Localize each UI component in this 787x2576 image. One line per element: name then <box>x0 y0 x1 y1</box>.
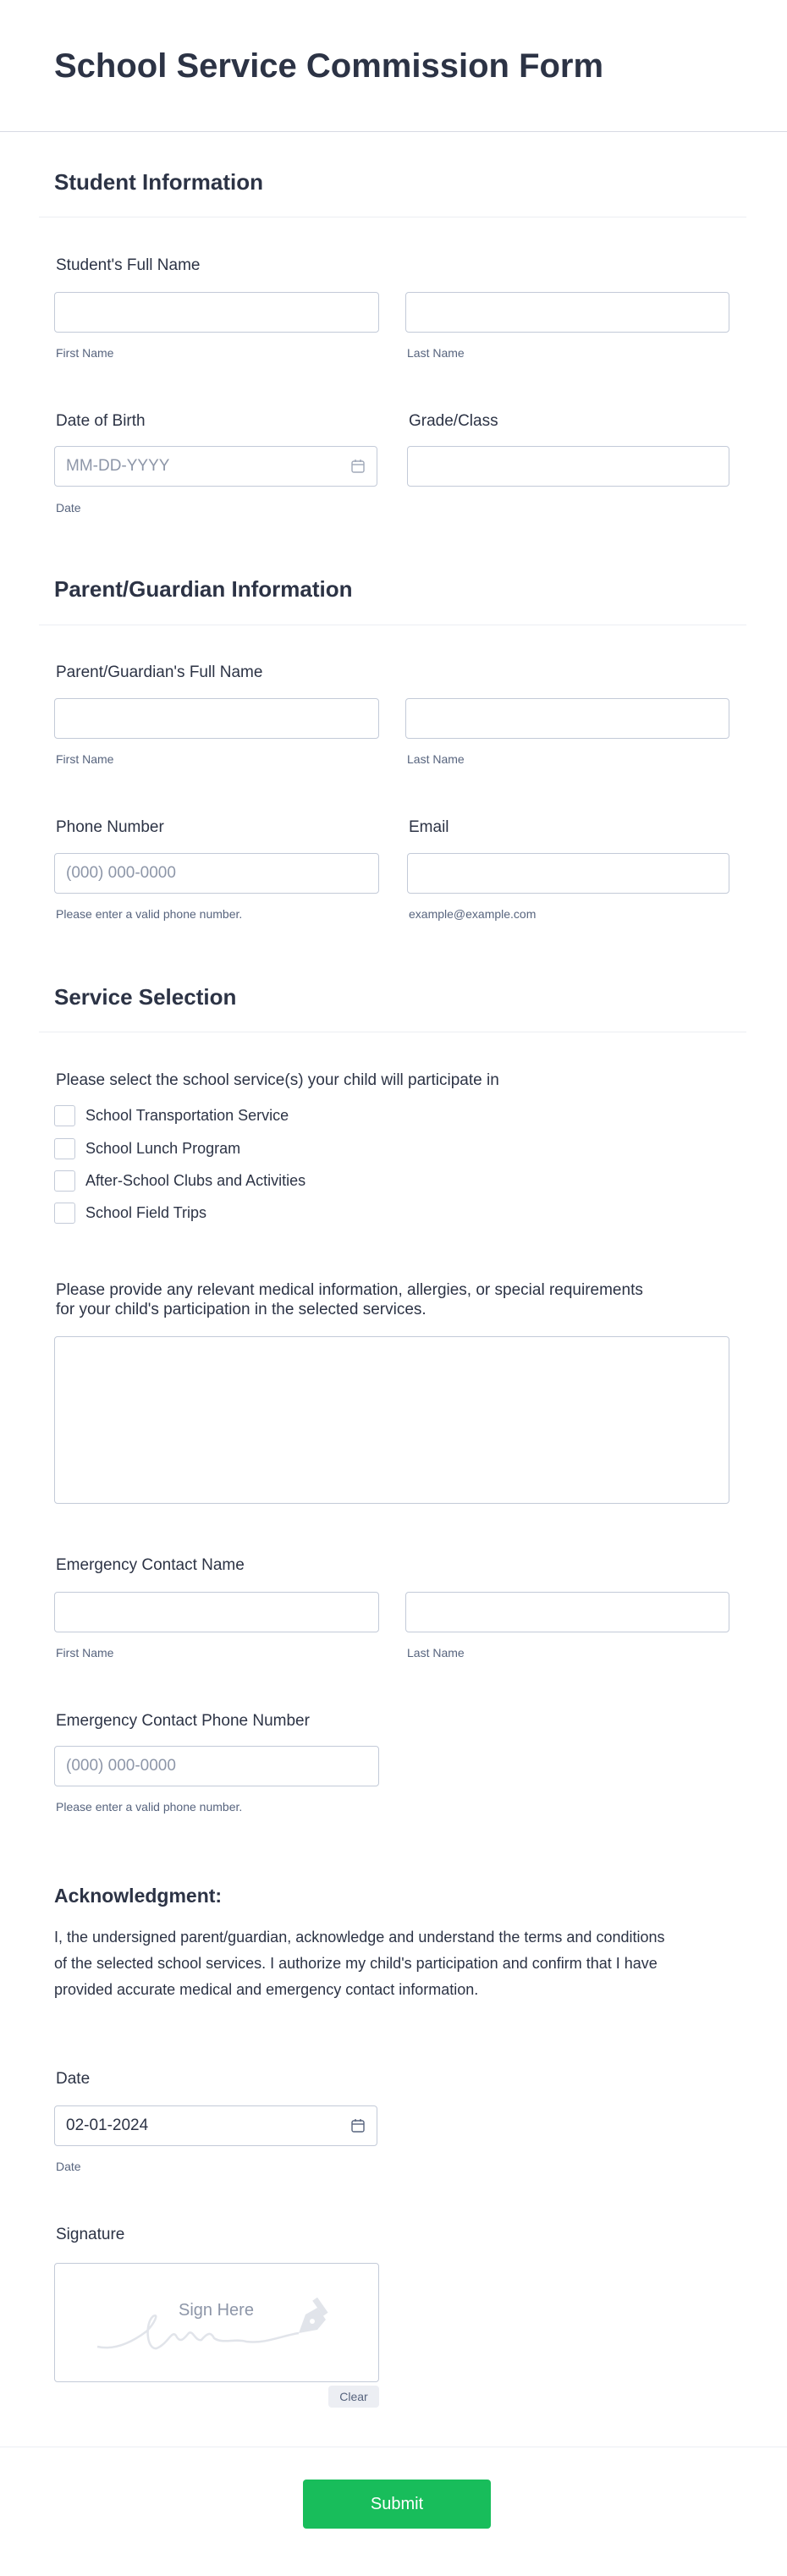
date-input[interactable] <box>54 2105 377 2146</box>
student-first-name-input[interactable] <box>54 292 379 333</box>
acknowledgment-text-line1: I, the undersigned parent/guardian, acknowledge and understand the terms and conditions <box>54 1929 665 1946</box>
checkbox-transportation[interactable] <box>54 1105 289 1126</box>
medical-label-line2: for your child's participation in the selected services. <box>56 1301 427 1318</box>
emergency-phone-label: Emergency Contact Phone Number <box>56 1712 310 1730</box>
phone-sublabel: Please enter a valid phone number. <box>56 907 243 921</box>
checkbox[interactable] <box>54 1203 75 1224</box>
dob-sublabel: Date <box>56 501 81 515</box>
phone-label: Phone Number <box>56 818 164 836</box>
checkbox-field-trips[interactable] <box>54 1203 206 1224</box>
emergency-name-label: Emergency Contact Name <box>56 1556 245 1574</box>
dob-label: Date of Birth <box>56 412 146 430</box>
acknowledgment-text-line2: of the selected school services. I authorize my child's participation and confirm that I have <box>54 1955 658 1972</box>
date-sublabel: Date <box>56 2160 81 2173</box>
email-label: Email <box>409 818 449 836</box>
last-name-sublabel: Last Name <box>407 1646 465 1660</box>
last-name-sublabel: Last Name <box>407 752 465 766</box>
checkbox-clubs[interactable] <box>54 1170 305 1192</box>
student-name-label: Student's Full Name <box>56 256 201 274</box>
option-label: School Transportation Service <box>85 1107 289 1124</box>
dob-input[interactable] <box>54 446 377 487</box>
signature-scribble-icon <box>96 2298 341 2357</box>
section-service-selection: Service Selection <box>54 984 237 1010</box>
emergency-phone-input[interactable] <box>54 1746 379 1786</box>
grade-input[interactable] <box>407 446 729 487</box>
phone-placeholder: (000) 000-0000 <box>66 864 176 882</box>
phone-input[interactable] <box>54 853 379 894</box>
acknowledgment-text-line3: provided accurate medical and emergency contact information. <box>54 1981 479 1998</box>
clear-signature-button[interactable]: Clear <box>328 2386 379 2408</box>
option-label: School Field Trips <box>85 1204 207 1221</box>
grade-label: Grade/Class <box>409 412 498 430</box>
section-parent-information: Parent/Guardian Information <box>54 576 353 602</box>
section-student-information: Student Information <box>54 169 263 195</box>
option-label: School Lunch Program <box>85 1140 241 1157</box>
medical-textarea[interactable] <box>54 1336 729 1504</box>
services-question: Please select the school service(s) your child will participate in <box>56 1071 499 1089</box>
email-sublabel: example@example.com <box>409 907 537 921</box>
signature-pad[interactable] <box>54 2263 379 2382</box>
checkbox[interactable] <box>54 1170 75 1192</box>
signature-label: Signature <box>56 2226 125 2243</box>
first-name-sublabel: First Name <box>56 346 114 360</box>
page-title: School Service Commission Form <box>54 47 604 85</box>
phone-placeholder: (000) 000-0000 <box>66 1757 176 1775</box>
calendar-icon[interactable] <box>350 459 366 474</box>
option-label: After-School Clubs and Activities <box>85 1172 306 1189</box>
student-last-name-input[interactable] <box>405 292 729 333</box>
submit-button[interactable]: Submit <box>303 2480 491 2529</box>
parent-first-name-input[interactable] <box>54 698 379 739</box>
parent-name-label: Parent/Guardian's Full Name <box>56 663 263 681</box>
emergency-first-name-input[interactable] <box>54 1592 379 1632</box>
emergency-phone-sublabel: Please enter a valid phone number. <box>56 1800 243 1814</box>
date-value: 02-01-2024 <box>66 2116 149 2134</box>
calendar-icon[interactable] <box>350 2118 366 2133</box>
emergency-last-name-input[interactable] <box>405 1592 729 1632</box>
date-label: Date <box>56 2070 91 2088</box>
parent-last-name-input[interactable] <box>405 698 729 739</box>
email-input[interactable] <box>407 853 729 894</box>
medical-label-line1: Please provide any relevant medical information, allergies, or special requirements <box>56 1281 643 1299</box>
first-name-sublabel: First Name <box>56 752 114 766</box>
first-name-sublabel: First Name <box>56 1646 114 1660</box>
checkbox[interactable] <box>54 1105 75 1126</box>
checkbox[interactable] <box>54 1138 75 1159</box>
last-name-sublabel: Last Name <box>407 346 465 360</box>
sign-here-text: Sign Here <box>179 2301 254 2320</box>
acknowledgment-heading: Acknowledgment: <box>54 1885 223 1907</box>
dob-placeholder: MM-DD-YYYY <box>66 457 170 475</box>
checkbox-lunch[interactable] <box>54 1138 240 1159</box>
header-divider <box>0 131 787 132</box>
